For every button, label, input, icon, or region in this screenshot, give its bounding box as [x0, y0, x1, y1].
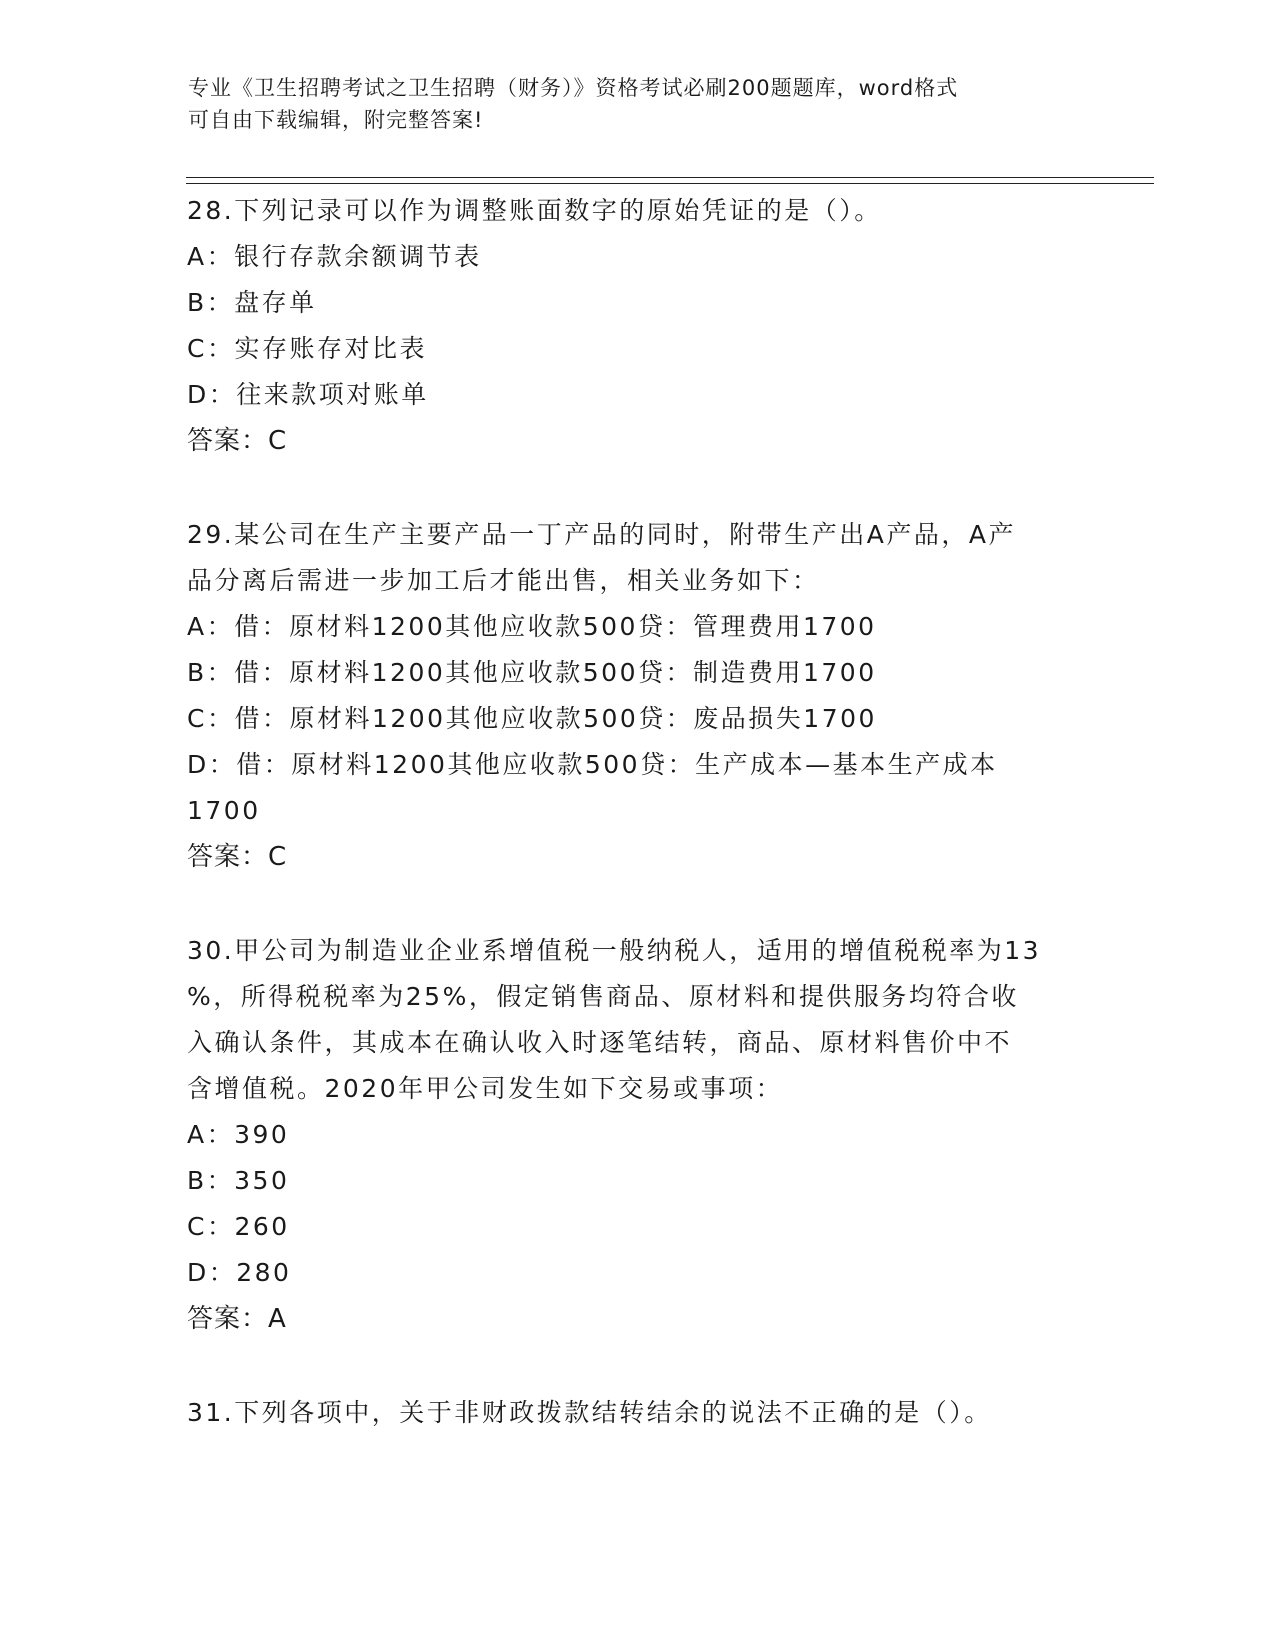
- question-list: [187, 188, 1087, 1436]
- question-28: [187, 188, 1087, 464]
- option-c: C：实存账存对比表: [187, 334, 427, 363]
- question-31: [187, 1390, 1087, 1436]
- header-line-1: 专业《卫生招聘考试之卫生招聘（财务）》资格考试必刷200题题库，word格式: [188, 76, 959, 100]
- option-d: D：280: [187, 1258, 292, 1287]
- option-a: A：银行存款余额调节表: [187, 242, 482, 271]
- question-30: [187, 928, 1087, 1342]
- option-a: A：390: [187, 1120, 290, 1149]
- question-text-line-2: 品分离后需进一步加工后才能出售，相关业务如下：: [187, 566, 820, 595]
- question-29: [187, 512, 1087, 880]
- question-text-line-2: %，所得税税率为25%，假定销售商品、原材料和提供服务均符合收: [187, 982, 1019, 1011]
- answer: 答案：C: [187, 842, 288, 872]
- option-c: C：260: [187, 1212, 290, 1241]
- answer: 答案：A: [187, 1304, 287, 1334]
- header-divider-bottom: [186, 183, 1154, 184]
- question-text-line-3: 入确认条件，其成本在确认收入时逐笔结转，商品、原材料售价中不: [187, 1028, 1013, 1057]
- document-header: [188, 72, 1088, 136]
- option-d: D：借：原材料1200其他应收款500贷：生产成本—基本生产成本: [187, 750, 998, 779]
- question-text-line-1: 30.甲公司为制造业企业系增值税一般纳税人，适用的增值税税率为13: [187, 936, 1042, 965]
- question-text: 28.下列记录可以作为调整账面数字的原始凭证的是（）。: [187, 196, 882, 225]
- option-b: B：350: [187, 1166, 290, 1195]
- header-line-2: 可自由下载编辑，附完整答案!: [188, 108, 484, 132]
- option-d: D：往来款项对账单: [187, 380, 429, 409]
- option-b: B：盘存单: [187, 288, 317, 317]
- question-text: 31.下列各项中，关于非财政拨款结转结余的说法不正确的是（）。: [187, 1398, 992, 1427]
- answer: 答案：C: [187, 426, 288, 456]
- option-d-continued: 1700: [187, 796, 261, 825]
- option-c: C：借：原材料1200其他应收款500贷：废品损失1700: [187, 704, 877, 733]
- option-b: B：借：原材料1200其他应收款500贷：制造费用1700: [187, 658, 877, 687]
- header-divider-top: [186, 177, 1154, 178]
- question-text-line-4: 含增值税。2020年甲公司发生如下交易或事项：: [187, 1074, 784, 1103]
- question-text-line-1: 29.某公司在生产主要产品一丁产品的同时，附带生产出A产品，A产: [187, 520, 1016, 549]
- option-a: A：借：原材料1200其他应收款500贷：管理费用1700: [187, 612, 877, 641]
